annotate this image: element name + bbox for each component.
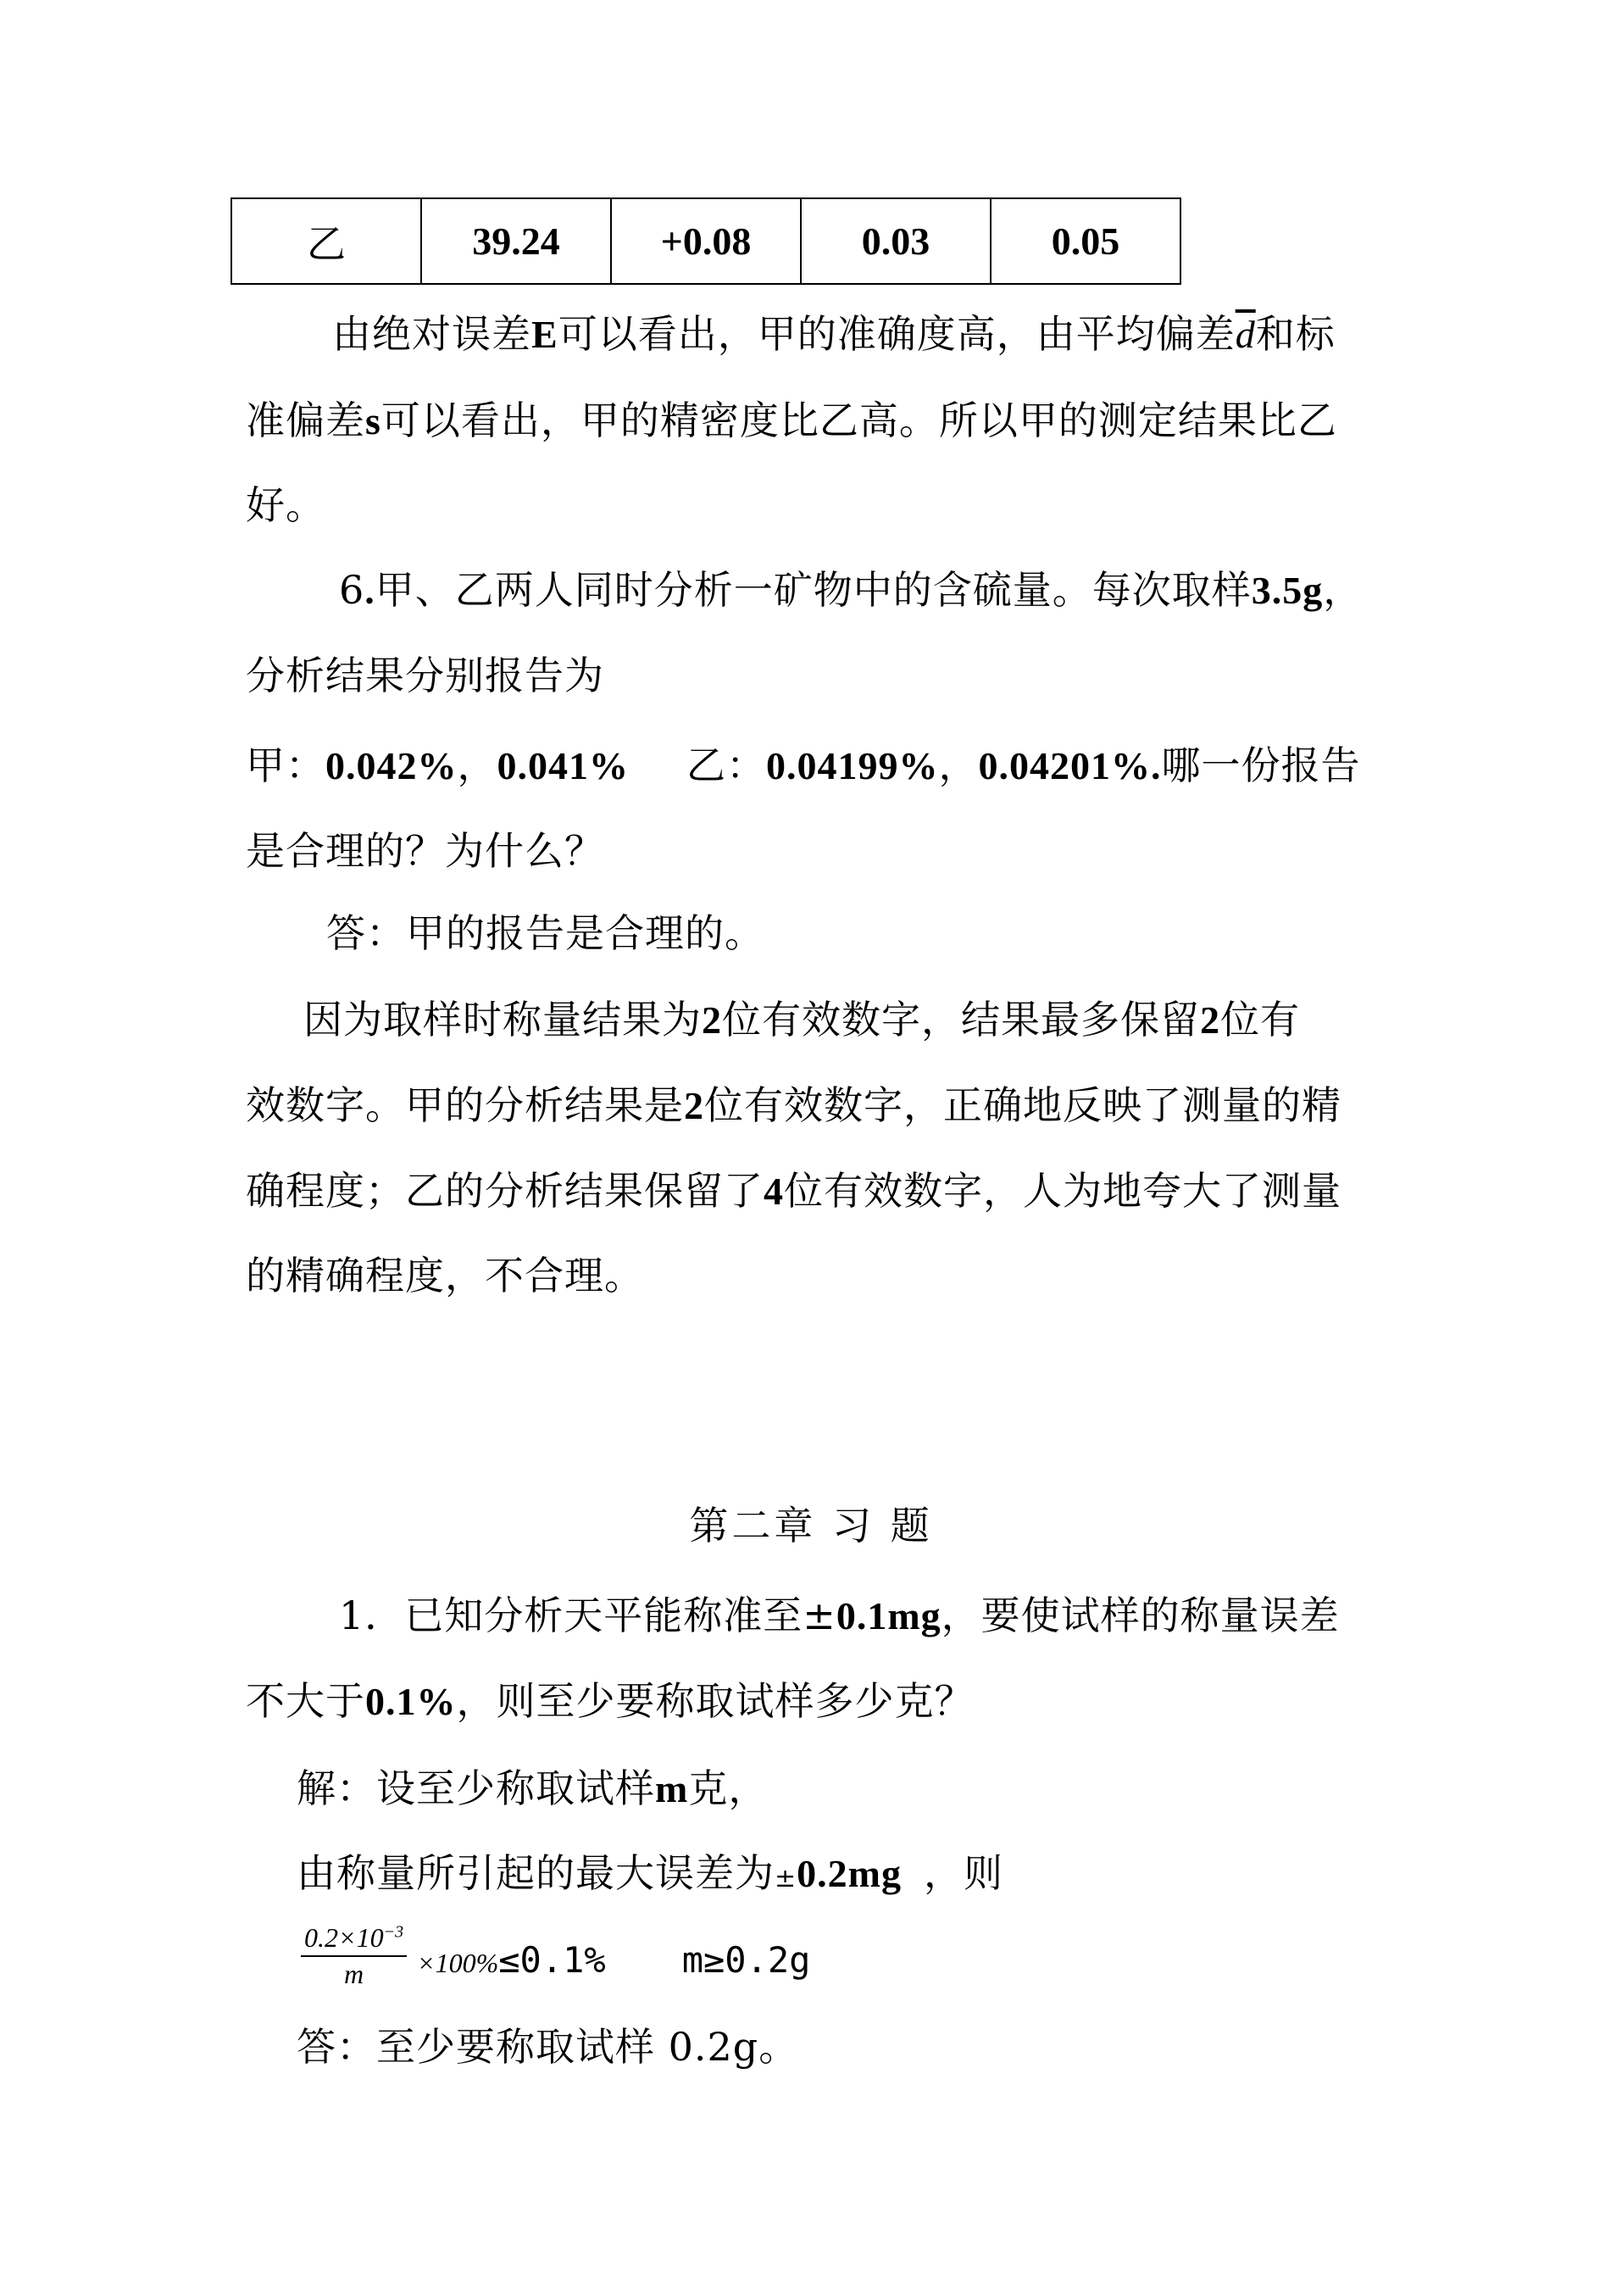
text-run: 好。 bbox=[246, 482, 325, 528]
answer-line bbox=[326, 908, 1462, 959]
reason-line bbox=[303, 994, 1439, 1046]
reason-line bbox=[246, 1250, 1381, 1301]
text-run: 确程度；乙的分析结果保留了 bbox=[246, 1168, 764, 1214]
fraction bbox=[301, 1922, 407, 1990]
text-run: ， bbox=[938, 742, 979, 788]
text-run: 解：设至少称取试样 bbox=[297, 1765, 655, 1811]
paragraph-line bbox=[246, 395, 1381, 447]
text-run: ，要使试样的称量误差 bbox=[941, 1593, 1340, 1638]
text-run: ， bbox=[1323, 567, 1364, 613]
result-value: 0.04199% bbox=[766, 744, 939, 787]
text-run: 不大于 bbox=[246, 1678, 365, 1724]
text-run: . bbox=[1151, 744, 1162, 787]
final-answer-line bbox=[297, 2021, 1432, 2072]
chapter-title: 第二章 习 题 bbox=[689, 1503, 933, 1548]
text-run: 是合理的？为什么？ bbox=[246, 828, 604, 874]
fraction-denominator: m bbox=[343, 1959, 364, 1989]
solution-line bbox=[297, 1763, 1432, 1815]
row-label-cell: 乙 bbox=[231, 198, 421, 284]
plus-minus: ± bbox=[775, 1864, 797, 1893]
text-run: 的精确程度，不合理。 bbox=[246, 1253, 644, 1298]
text-run: 准偏差 bbox=[246, 397, 365, 443]
digit: 2 bbox=[702, 998, 722, 1042]
symbol-m: m bbox=[655, 1767, 689, 1810]
question-6-line bbox=[246, 740, 1381, 792]
solution-line bbox=[297, 1848, 1432, 1904]
std-deviation-cell: 0.05 bbox=[991, 198, 1180, 284]
error-limit: 0.1% bbox=[365, 1680, 457, 1723]
fraction-numerator bbox=[301, 1922, 407, 1957]
sample-mass: 3.5g bbox=[1251, 569, 1324, 612]
paragraph-line bbox=[332, 309, 1468, 360]
text-run: 效数字。甲的分析结果是 bbox=[246, 1082, 684, 1128]
text-run: 甲、乙两人同时分析一矿物中的含硫量。每次取样 bbox=[375, 567, 1252, 613]
question-6-line bbox=[246, 650, 1381, 701]
numerator-base: 0.2×10 bbox=[304, 1922, 384, 1953]
text-run: 甲： bbox=[246, 742, 325, 788]
text-run: 位有效数字，结果最多保留 bbox=[722, 997, 1200, 1042]
digit: 2 bbox=[684, 1084, 704, 1127]
digit: 2 bbox=[1200, 998, 1220, 1042]
text-run: 和标 bbox=[1255, 311, 1336, 357]
text-run: ，则至少要称取试样多少克？ bbox=[456, 1678, 975, 1724]
text-run: 克， bbox=[688, 1765, 769, 1811]
results-table bbox=[231, 197, 1181, 285]
symbol-E: E bbox=[531, 313, 558, 356]
text-run: 因为取样时称量结果为 bbox=[303, 997, 702, 1042]
exercise-1-line bbox=[339, 1590, 1475, 1642]
avg-deviation-cell: 0.03 bbox=[801, 198, 991, 284]
text-run: ， bbox=[457, 742, 497, 788]
result-value: 0.042% bbox=[325, 744, 458, 787]
reason-line bbox=[246, 1165, 1381, 1217]
text-run: . bbox=[364, 569, 375, 612]
result-inequality: m≥0.2g bbox=[681, 1939, 811, 1981]
text-run: 位有 bbox=[1220, 997, 1300, 1042]
digit: 4 bbox=[764, 1170, 784, 1213]
table-row bbox=[231, 198, 1180, 284]
text-run: 位有效数字，正确地反映了测量的精 bbox=[704, 1082, 1341, 1128]
text-run: 答：至少要称取试样 0.2g。 bbox=[297, 2024, 799, 2070]
question-6-line bbox=[246, 826, 1381, 876]
text-run: 哪一份报告 bbox=[1161, 742, 1361, 788]
result-value: 0.04201% bbox=[978, 744, 1151, 787]
paragraph-line bbox=[246, 480, 1381, 531]
inequality: ≤0.1% bbox=[498, 1939, 606, 1981]
text-run: 可以看出，甲的精密度比乙高。所以甲的测定结果比乙 bbox=[381, 397, 1337, 443]
text-run: 答：甲的报告是合理的。 bbox=[326, 910, 764, 956]
symbol-s: s bbox=[365, 399, 381, 442]
text-run: 位有效数字，人为地夸大了测量 bbox=[784, 1168, 1341, 1214]
inequality-line bbox=[417, 1935, 810, 1988]
text-run: 可以看出，甲的准确度高，由平均偏差 bbox=[558, 311, 1236, 357]
text-run: 1．已知分析天平能称准至± bbox=[339, 1593, 836, 1638]
value-cell: 39.24 bbox=[421, 198, 611, 284]
symbol-d-bar: $\overline{d}$ bbox=[1235, 313, 1256, 356]
reason-line bbox=[246, 1080, 1381, 1131]
numerator-exponent: −3 bbox=[383, 1922, 404, 1942]
precision-value: 0.1mg bbox=[836, 1594, 942, 1637]
question-number: 6 bbox=[339, 567, 365, 613]
exercise-1-line bbox=[246, 1676, 1381, 1727]
percent-factor: ×100% bbox=[417, 1948, 499, 1978]
text-run: 由绝对误差 bbox=[332, 311, 531, 357]
result-value: 0.041% bbox=[497, 744, 629, 787]
error-cell: +0.08 bbox=[611, 198, 801, 284]
text-run: 由称量所引起的最大误差为 bbox=[297, 1850, 775, 1896]
text-run: 乙： bbox=[686, 742, 766, 788]
text-run: 分析结果分别报告为 bbox=[246, 653, 604, 698]
max-error: 0.2mg bbox=[797, 1852, 902, 1895]
question-6-line bbox=[339, 564, 1475, 616]
text-run: ，则 bbox=[923, 1850, 1003, 1896]
